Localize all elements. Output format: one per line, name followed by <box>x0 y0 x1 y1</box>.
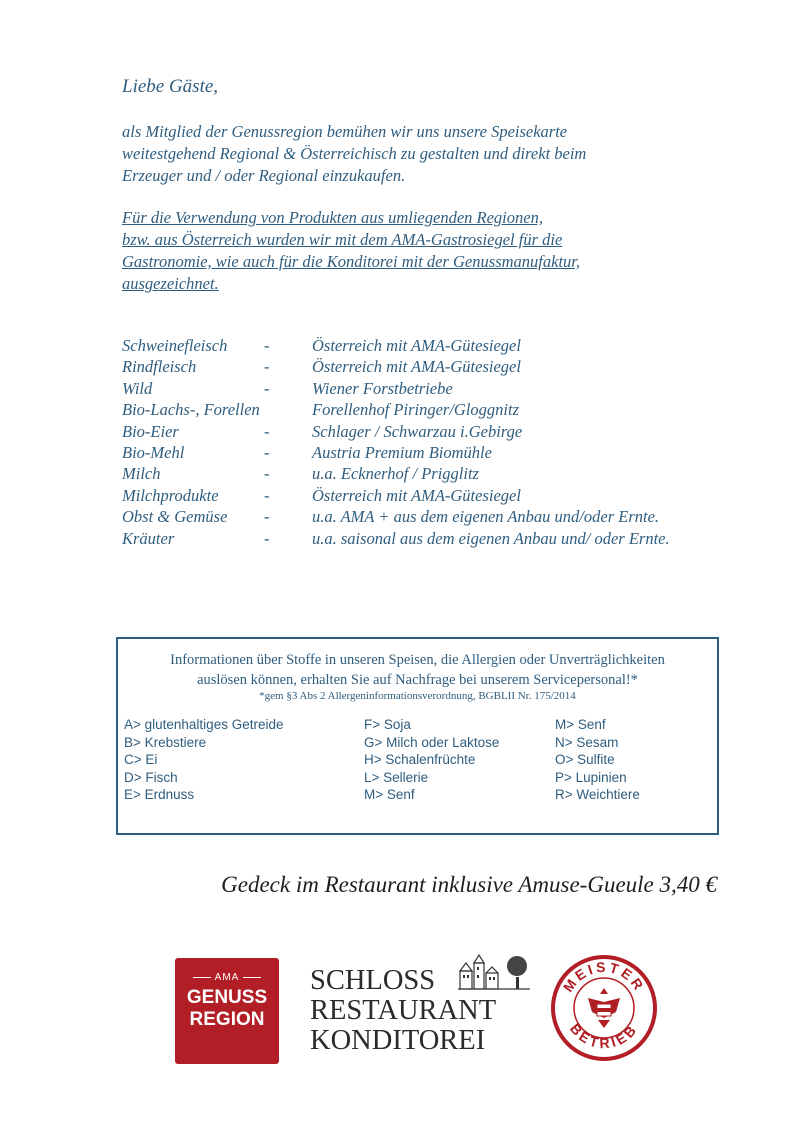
ama-logo-line: GENUSS <box>186 987 268 1008</box>
origin-source: u.a. saisonal aus dem eigenen Anbau und/ oder Ernte. <box>312 528 670 548</box>
intro-paragraph <box>122 121 722 187</box>
allergen-info-text <box>118 650 717 690</box>
ama-logo-line: REGION <box>189 1009 265 1030</box>
allergen-item: D> Fisch <box>124 769 178 785</box>
allergen-info-line: auslösen können, erhalten Sie auf Nachfrage bei unserem Servicepersonal!* <box>197 672 638 688</box>
allergen-item: A> glutenhaltiges Getreide <box>124 717 284 732</box>
origin-product: Kräuter <box>122 528 175 548</box>
origin-product: Bio-Mehl <box>122 442 185 462</box>
schloss-logo-line: SCHLOSS <box>310 965 436 996</box>
origin-dash: - <box>264 507 270 527</box>
origin-product: Milch <box>122 464 161 484</box>
allergen-column-3 <box>555 716 640 804</box>
origin-product: Wild <box>122 378 153 398</box>
allergen-item: N> Sesam <box>555 734 619 750</box>
greeting: Liebe Gäste, <box>122 76 219 97</box>
allergen-item: G> Milch oder Laktose <box>364 734 500 750</box>
origin-dash: - <box>264 336 270 355</box>
seal-line: ausgezeichnet. <box>122 274 219 293</box>
origin-source: Forellenhof Piringer/Gloggnitz <box>312 400 519 420</box>
origin-product: Schweinefleisch <box>122 336 228 355</box>
intro-line: weitestgehend Regional & Österreichisch zu gestalten und direkt beim <box>122 144 587 163</box>
origin-source: Wiener Forstbetriebe <box>312 378 453 398</box>
allergen-column-2 <box>364 716 499 804</box>
meister-bottom-text: BETRIEB <box>566 1020 642 1052</box>
origin-source: Österreich mit AMA-Gütesiegel <box>312 336 521 355</box>
ama-logo-top: AMA <box>175 972 279 983</box>
eagle-icon <box>588 988 620 1028</box>
meisterbetrieb-logo <box>550 954 658 1062</box>
origin-source: Österreich mit AMA-Gütesiegel <box>312 485 521 505</box>
origin-dash: - <box>264 485 270 505</box>
allergen-item: H> Schalenfrüchte <box>364 752 476 768</box>
cover-charge-note: Gedeck im Restaurant inklusive Amuse-Gueule 3,40 € <box>221 872 717 897</box>
allergen-info-line: Informationen über Stoffe in unseren Speisen, die Allergien oder Unverträglichkeiten <box>170 652 665 668</box>
origin-source: Austria Premium Biomühle <box>312 442 492 462</box>
allergen-item: F> Soja <box>364 717 411 732</box>
origin-product: Bio-Lachs-, Forellen <box>122 400 260 420</box>
origin-source: Schlager / Schwarzau i.Gebirge <box>312 421 523 441</box>
castle-icon <box>458 951 530 991</box>
allergen-footnote: *gem §3 Abs 2 Allergeninformationsverordnung, BGBLII Nr. 175/2014 <box>259 690 576 702</box>
allergen-column-1 <box>124 716 283 804</box>
origin-source: Österreich mit AMA-Gütesiegel <box>312 357 521 377</box>
allergen-item: L> Sellerie <box>364 769 429 785</box>
origin-dash: - <box>264 421 270 441</box>
origin-dash: - <box>264 442 270 462</box>
ama-genuss-region-logo <box>175 958 279 1064</box>
allergen-item: R> Weichtiere <box>555 787 640 803</box>
allergen-item: E> Erdnuss <box>124 787 195 803</box>
seal-line: Gastronomie, wie auch für die Konditorei mit der Genussmanufaktur, <box>122 252 581 271</box>
seal-line: bzw. aus Österreich wurden wir mit dem AMA-Gastrosiegel für die <box>122 230 563 249</box>
origin-product: Rindfleisch <box>122 357 197 377</box>
intro-line: Erzeuger und / oder Regional einzukaufen. <box>122 166 406 185</box>
allergen-item: C> Ei <box>124 752 158 768</box>
ama-seal-paragraph <box>122 207 722 295</box>
origin-source: u.a. Ecknerhof / Prigglitz <box>312 464 479 484</box>
allergen-item: M> Senf <box>364 787 415 803</box>
intro-line: als Mitglied der Genussregion bemühen wir uns unsere Speisekarte <box>122 122 568 141</box>
allergen-item: B> Krebstiere <box>124 734 207 750</box>
allergen-item: M> Senf <box>555 717 606 732</box>
allergen-item: P> Lupinien <box>555 769 627 785</box>
origin-dash: - <box>264 357 270 377</box>
origin-product: Milchprodukte <box>122 485 219 505</box>
origin-source: u.a. AMA + aus dem eigenen Anbau und/oder Ernte. <box>312 507 660 527</box>
schloss-logo-line: RESTAURANT <box>310 995 497 1026</box>
seal-line: Für die Verwendung von Produkten aus umliegenden Regionen, <box>122 208 543 227</box>
origin-product: Bio-Eier <box>122 421 179 441</box>
origin-dash: - <box>264 528 270 548</box>
origin-dash: - <box>264 464 270 484</box>
meister-top-text: MEISTER <box>559 958 649 995</box>
origin-product: Obst & Gemüse <box>122 507 228 527</box>
allergen-info-box <box>116 637 719 835</box>
allergen-item: O> Sulfite <box>555 752 615 768</box>
origin-dash: - <box>264 378 270 398</box>
schloss-logo-line: KONDITOREI <box>310 1025 486 1056</box>
